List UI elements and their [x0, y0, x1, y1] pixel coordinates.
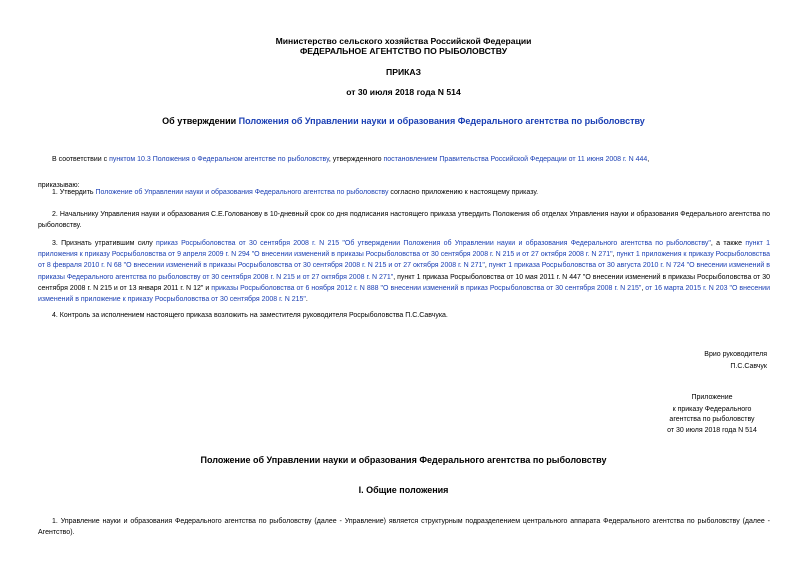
order-item-3-text-1: 3. Признать утратившим силу [52, 240, 157, 247]
order-item-3-text-4: , [484, 262, 489, 270]
document-date-number: от 30 июля 2018 года N 514 [346, 87, 461, 97]
regulation-approval-link[interactable]: Положение об Управлении науки и образования Федерального агентства по рыболовству [95, 189, 389, 196]
appendix-ref-line-3: от 30 июля 2018 года N 514 [667, 427, 757, 434]
signature-name: П.С.Савчук [730, 363, 767, 370]
order-724-link[interactable]: пункт 1 приказа Росрыболовства от 30 августа 2010 г. N 724 "О внесении изменений в приказы Федерального агентства по рыболовству от 30 сентября 2008 г. N 215 и от 27 октября 2008 г. N 271" [38, 262, 771, 281]
order-294-link[interactable]: пункт 1 приложения к приказу Росрыболовства от 9 апреля 2009 г. N 294 "О внесении изменений в приказы Росрыболовства от 30 сентября 2008 г. N 215 и от 27 октября 2008 г. N 271" [38, 240, 771, 259]
order-item-3-text-6: , [641, 284, 646, 292]
section-1-paragraph-1: 1. Управление науки и образования Федерального агентства по рыболовству (далее - Управление) является структурным подразделением центрального аппарата Федерального агентства по рыболовству (далее - Агентство). [38, 518, 770, 537]
order-item-1-text-1: 1. Утвердить [52, 189, 96, 196]
order-item-2: 2. Начальнику Управления науки и образования С.Е.Голованову в 10-дневный срок со дня подписания настоящего приказа утвердить Положения об отделах Управления науки и образования Федерального агентства по рыболовству. [38, 211, 770, 230]
section-1-title: I. Общие положения [358, 485, 449, 495]
appendix-ref-line-1: к приказу Федерального [672, 406, 752, 413]
preamble-text-1: В соответствии с [52, 156, 110, 163]
document-type: ПРИКАЗ [386, 67, 421, 77]
preamble-text-3: , [647, 156, 650, 163]
order-item-3-text-7: . [305, 296, 308, 304]
order-item-3-text-5: , пункт 1 приказа Росрыболовства от 10 мая 2011 г. N 447 "О внесении изменений в приказы Росрыболовства от 30 сентября 2008 г. N 215 и от 13 января 2011 г. N 12" и [38, 273, 770, 292]
ministry-name: Министерство сельского хозяйства Российской Федерации [275, 36, 532, 46]
order-item-1-text-2: согласно приложению к настоящему приказу. [388, 189, 539, 196]
order-item-3 [38, 238, 770, 305]
preamble-text-2: , утвержденного [328, 156, 384, 163]
government-decree-link[interactable]: постановлением Правительства Российской Федерации от 11 июня 2008 г. N 444 [383, 156, 648, 163]
order-item-3-text-3: , [612, 251, 617, 259]
order-68-link[interactable]: пункт 1 приложения к приказу Росрыболовства от 8 февраля 2010 г. N 68 "О внесении изменений в приказы Росрыболовства от 30 сентября 2008 г. N 215 и от 27 октября 2008 г. N 271" [38, 251, 771, 270]
signature-role: Врио руководителя [704, 351, 767, 358]
appendix-label: Приложение [691, 394, 733, 401]
agency-name: ФЕДЕРАЛЬНОЕ АГЕНТСТВО ПО РЫБОЛОВСТВУ [299, 46, 508, 56]
regulation-link[interactable]: Положения об Управлении науки и образования Федерального агентства по рыболовству [238, 116, 645, 126]
order-203-link[interactable]: от 16 марта 2015 г. N 203 "О внесении изменений в приложение к приказу Росрыболовства от 30 сентября 2008 г. N 215" [38, 284, 770, 304]
preamble-paragraph [38, 154, 770, 165]
order-888-link[interactable]: приказы Росрыболовства от 6 ноября 2012 г. N 888 "О внесении изменений в приказ Росрыболовства от 30 сентября 2008 г. N 215" [211, 284, 642, 292]
order-word: приказываю: [38, 182, 80, 189]
order-item-1 [38, 187, 770, 198]
order-item-4: 4. Контроль за исполнением настоящего приказа возложить на заместителя руководителя Росрыболовства П.С.Савчука. [52, 312, 448, 319]
regulation-title: Положение об Управлении науки и образования Федерального агентства по рыболовству [200, 455, 607, 465]
document-title [0, 116, 807, 126]
appendix-ref-line-2: агентства по рыболовству [669, 416, 755, 423]
agency-regulation-link[interactable]: пунктом 10.3 Положения о Федеральном агентстве по рыболовству [109, 156, 329, 163]
order-item-3-text-2: , а также [710, 240, 746, 247]
document-title-prefix: Об утверждении [162, 116, 239, 126]
order-215-link[interactable]: приказ Росрыболовства от 30 сентября 2008 г. N 215 "Об утверждении Положения об Управлении науки и образования Федерального агентства по рыболовству" [156, 240, 711, 247]
